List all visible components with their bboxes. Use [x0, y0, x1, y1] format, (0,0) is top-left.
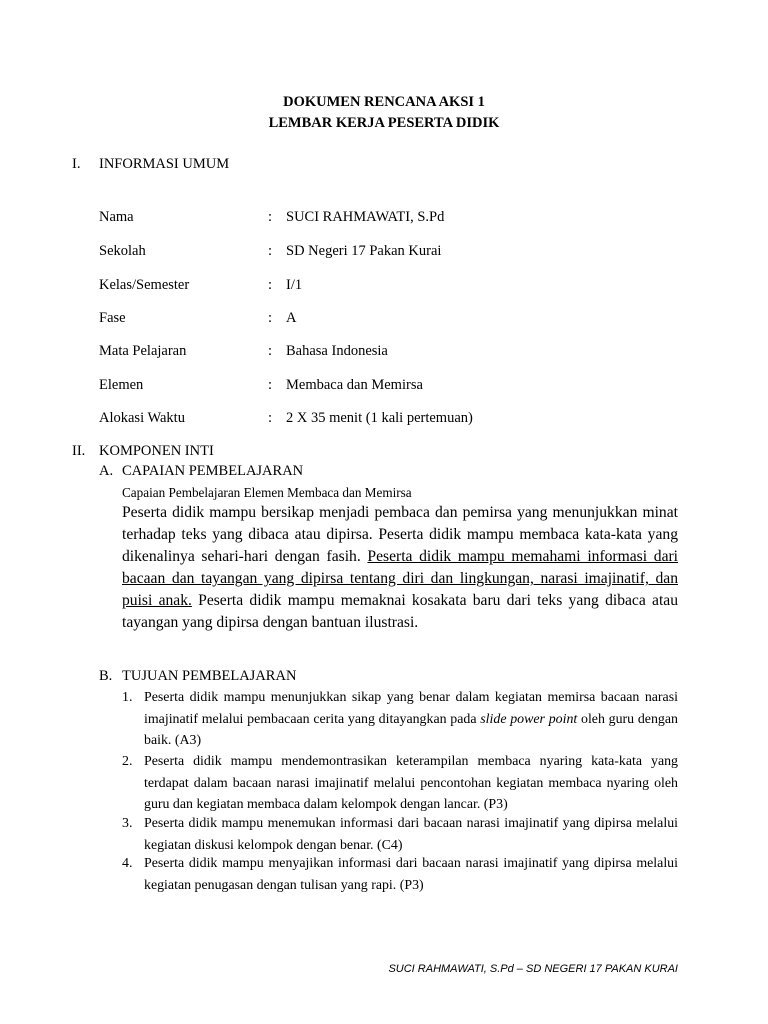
- document-title: DOKUMEN RENCANA AKSI 1: [283, 94, 485, 110]
- info-colon: :: [268, 243, 273, 259]
- info-label: Sekolah: [99, 243, 146, 259]
- info-label: Elemen: [99, 377, 144, 393]
- objective-text-tail: oleh guru dengan baik. (A3): [144, 711, 678, 748]
- objective-text-main: Peserta didik mampu menyajikan informasi dari bacaan narasi imajinatif yang dipirsa melalui kegiatan penugasan dengan tulisan yang rapi. (P3): [144, 856, 678, 893]
- info-colon: :: [268, 277, 273, 293]
- objective-item: [122, 853, 678, 896]
- info-value: Membaca dan Memirsa: [286, 377, 423, 393]
- objective-item: [122, 687, 678, 752]
- objective-text: [144, 813, 678, 856]
- subsection-b-heading: TUJUAN PEMBELAJARAN: [122, 668, 297, 684]
- objective-text: [144, 687, 678, 752]
- capaian-text-underlined: Peserta didik mampu memahami informasi dari bacaan dan tayangan yang dipirsa tentang diri dan lingkungan, narasi imajinatif, dan puisi anak.: [122, 548, 679, 610]
- info-colon: :: [268, 310, 273, 326]
- subsection-b-letter: B.: [99, 668, 113, 684]
- page-footer: SUCI RAHMAWATI, S.Pd – SD NEGERI 17 PAKAN KURAI: [388, 963, 678, 975]
- info-label: Nama: [99, 209, 134, 225]
- objective-text-main: Peserta didik mampu menunjukkan sikap yang benar dalam kegiatan memirsa bacaan narasi imajinatif melalui pembacaan cerita yang ditayangkan pada: [144, 690, 678, 727]
- info-value: Bahasa Indonesia: [286, 343, 388, 359]
- capaian-text-part2: Peserta didik mampu memaknai kosakata baru dari teks yang dibaca atau tayangan yang dipirsa dengan bantuan ilustrasi.: [122, 592, 678, 632]
- capaian-pembelajaran-text: [122, 502, 678, 635]
- objective-item: [122, 751, 678, 816]
- info-colon: :: [268, 209, 273, 225]
- info-colon: :: [268, 343, 273, 359]
- section-1-numeral: I.: [72, 156, 81, 172]
- info-value: A: [286, 310, 297, 326]
- capaian-text-part1: Peserta didik mampu bersikap menjadi pembaca dan pemirsa yang menunjukkan minat terhadap teks yang dibaca atau dipirsa. Peserta didik mampu membaca kata-kata yang dikenalinya sehari-hari dengan fasih.: [122, 504, 678, 566]
- info-value: SUCI RAHMAWATI, S.Pd: [286, 209, 445, 225]
- objective-number: 4.: [122, 856, 133, 871]
- objective-item: [122, 813, 678, 856]
- objective-text-main: Peserta didik mampu menemukan informasi dari bacaan narasi imajinatif yang dipirsa melalui kegiatan diskusi kelompok dengan benar. (C4): [144, 816, 678, 853]
- section-2-heading: KOMPONEN INTI: [99, 443, 214, 459]
- objective-text: [144, 853, 678, 896]
- objective-text: [144, 751, 678, 816]
- subsection-a-heading: CAPAIAN PEMBELAJARAN: [122, 463, 304, 479]
- objective-number: 1.: [122, 690, 133, 705]
- info-label: Fase: [99, 310, 126, 326]
- document-subtitle: LEMBAR KERJA PESERTA DIDIK: [268, 115, 500, 131]
- objective-text-italic: slide power point: [480, 711, 578, 727]
- info-colon: :: [268, 377, 273, 393]
- subsection-a-letter: A.: [99, 463, 114, 479]
- objective-text-main: Peserta didik mampu mendemontrasikan keterampilan membaca nyaring kata-kata yang terdapat dalam bacaan narasi imajinatif melalui pencontohan kegiatan membaca nyaring oleh guru dan kegiatan membaca dalam kelompok dengan lancar. (P3): [144, 754, 678, 812]
- info-value: I/1: [286, 277, 303, 293]
- section-2-numeral: II.: [72, 443, 86, 459]
- info-value: SD Negeri 17 Pakan Kurai: [286, 243, 442, 259]
- info-label: Mata Pelajaran: [99, 343, 187, 359]
- info-value: 2 X 35 menit (1 kali pertemuan): [286, 410, 473, 426]
- info-label: Kelas/Semester: [99, 277, 190, 293]
- info-colon: :: [268, 410, 273, 426]
- objective-number: 2.: [122, 754, 133, 769]
- section-1-heading: INFORMASI UMUM: [99, 156, 230, 172]
- capaian-subtitle: Capaian Pembelajaran Elemen Membaca dan Memirsa: [122, 485, 412, 500]
- info-label: Alokasi Waktu: [99, 410, 185, 426]
- objective-number: 3.: [122, 816, 133, 831]
